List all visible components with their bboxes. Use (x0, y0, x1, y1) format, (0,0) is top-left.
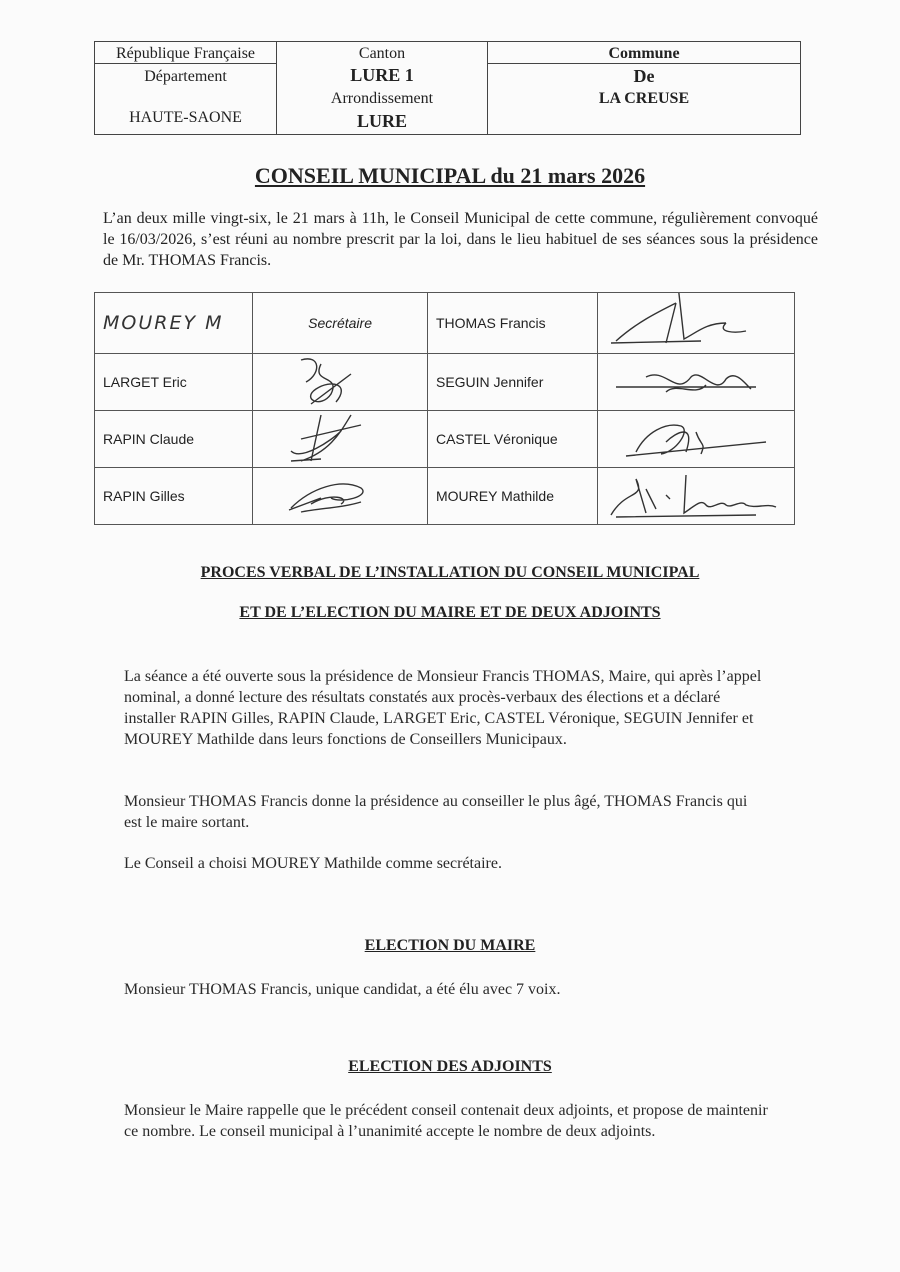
installation-paragraph: La séance a été ouverte sous la présidence de Monsieur Francis THOMAS, Maire, qui après l’appel nominal, a donné lecture des résultats constatés aux procès-verbaux des élections et a déclaré installer RAPIN Gilles, RAPIN Claude, LARGET Eric, CASTEL Véronique, SEGUIN Jennifer et MOUREY Mathilde dans leurs fonctions de Conseillers Municipaux. (124, 668, 762, 748)
signature-image (606, 469, 786, 523)
secretaire-label: Secrétaire (253, 293, 428, 354)
signature-cell (597, 354, 794, 411)
member-name: THOMAS Francis (427, 293, 597, 354)
signature-cell (253, 354, 428, 411)
canton-value: LURE 1 (350, 65, 414, 85)
table-row (95, 354, 795, 411)
header-divider (95, 63, 276, 64)
page-title: CONSEIL MUNICIPAL du 21 mars 2026 (254, 163, 646, 188)
member-name: RAPIN Gilles (95, 468, 253, 525)
election-adjoints-title: ELECTION DES ADJOINTS (348, 1058, 552, 1075)
signature-image (606, 357, 776, 407)
signature-image (606, 293, 776, 353)
arrondissement-value: LURE (356, 111, 407, 131)
departement-value: HAUTE-SAONE (129, 109, 242, 126)
header-table (94, 41, 801, 135)
table-row (95, 411, 795, 468)
arrondissement-label: Arrondissement (330, 90, 434, 107)
table-row (95, 293, 795, 354)
member-name: LARGET Eric (95, 354, 253, 411)
handwritten-name-cell (95, 293, 253, 354)
intro-paragraph: L’an deux mille vingt-six, le 21 mars à 11h, le Conseil Municipal de cette commune, régulièrement convoqué le 16/03/2026, s’est réuni au nombre prescrit par la loi, dans le lieu habituel de ses séances sous la présidence de Mr. THOMAS Francis. (103, 210, 818, 269)
signature-cell (597, 411, 794, 468)
handwritten-name: MOUREY M (103, 312, 224, 334)
canton-label: Canton (358, 45, 406, 62)
departement-label: Département (144, 68, 227, 85)
signature-image (261, 354, 401, 410)
signature-cell (597, 293, 794, 354)
pv-title-line1: PROCES VERBAL DE L’INSTALLATION DU CONSEIL MUNICIPAL (200, 564, 700, 581)
secretaire-paragraph: Le Conseil a choisi MOUREY Mathilde comme secrétaire. (124, 855, 502, 872)
header-col-republique (95, 42, 277, 134)
header-divider (488, 63, 800, 64)
republique-label: République Française (115, 45, 256, 62)
signature-cell (253, 411, 428, 468)
member-name: CASTEL Véronique (427, 411, 597, 468)
pv-title-line2: ET DE L’ELECTION DU MAIRE ET DE DEUX ADJOINTS (239, 604, 661, 621)
signature-table (94, 292, 795, 525)
signature-cell (597, 468, 794, 525)
signature-image (261, 468, 401, 524)
commune-value: LA CREUSE (598, 90, 690, 107)
member-name: MOUREY Mathilde (427, 468, 597, 525)
commune-de: De (633, 66, 655, 86)
table-row (95, 468, 795, 525)
header-col-canton (277, 42, 488, 134)
member-name: SEGUIN Jennifer (427, 354, 597, 411)
commune-label: Commune (608, 45, 680, 62)
signature-image (261, 411, 401, 467)
member-name: RAPIN Claude (95, 411, 253, 468)
election-maire-title: ELECTION DU MAIRE (364, 937, 536, 954)
presidence-paragraph: Monsieur THOMAS Francis donne la présidence au conseiller le plus âgé, THOMAS Francis qui est le maire sortant. (124, 793, 748, 831)
signature-cell (253, 468, 428, 525)
header-col-commune (488, 42, 800, 134)
election-maire-text: Monsieur THOMAS Francis, unique candidat, a été élu avec 7 voix. (124, 981, 561, 998)
signature-image (606, 412, 776, 466)
election-adjoints-text: Monsieur le Maire rappelle que le précédent conseil contenait deux adjoints, et propose de maintenir ce nombre. Le conseil municipal à l’unanimité accepte le nombre de deux adjoints. (124, 1102, 768, 1140)
